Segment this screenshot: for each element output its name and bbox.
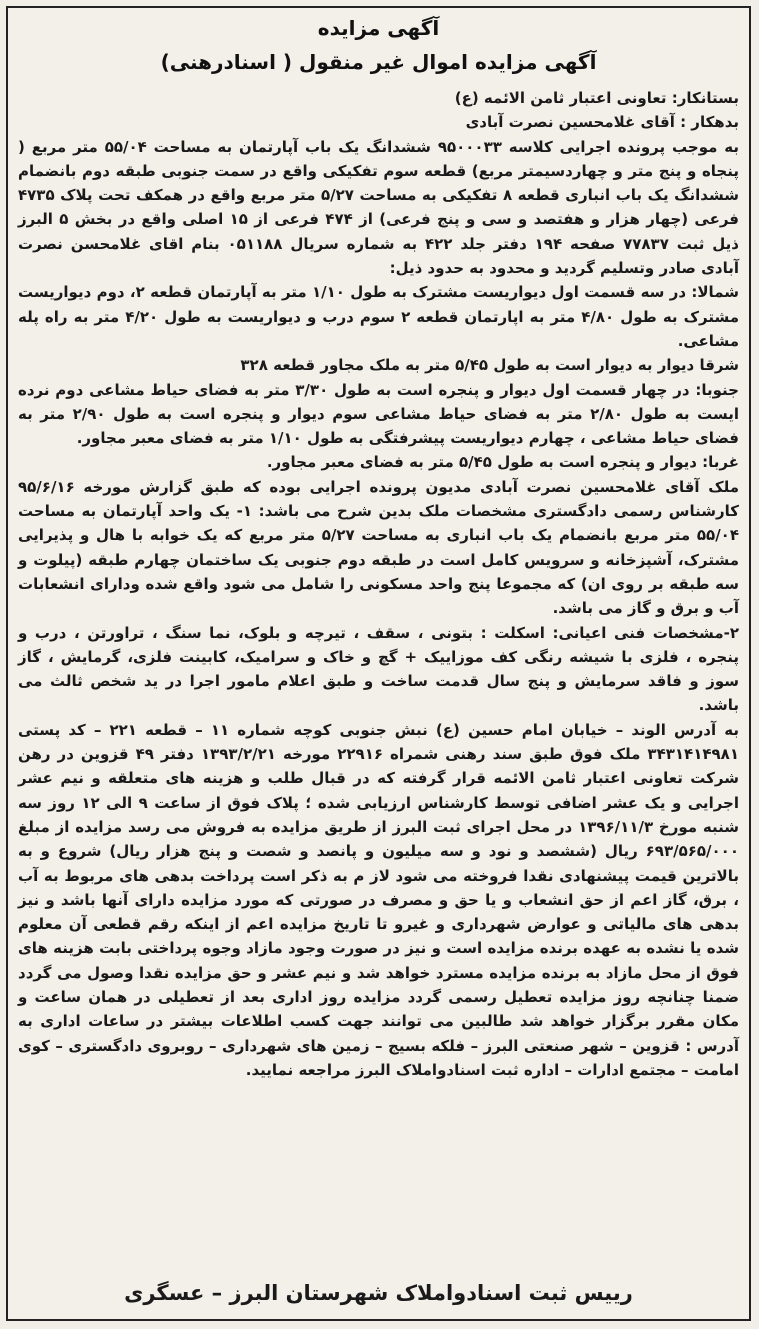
technical-specs: ۲-مشخصات فنی اعیانی: اسکلت : بتونی ، سقف ، تیرچه و بلوک، نما سنگ ، تراورتن ، درب و پنجره ، فلزی با شیشه رنگی کف موزاییک + گچ و خاک و سرامیک، کابینت فلزی، گرمایش ، گاز سوز و فاقد سرمایش و پنج سال قدمت ساخت و طبق اعلام مامور اجرا در ید شخص ثالث می باشد. <box>18 623 739 715</box>
boundary-west: غربا: دیوار و پنجره است به طول ۵/۴۵ متر به فضای معبر مجاور. <box>266 453 739 472</box>
creditor-line: بستانکار: تعاونی اعتبار ثامن الائمه (ع) <box>454 89 739 107</box>
boundary-south: جنوبا: در چهار قسمت اول دیوار و پنجره است به طول ۳/۳۰ متر به فضای حیاط مشاعی دوم نرده ایست به طول ۲/۸۰ متر به فضای حیاط مشاعی سوم دیوار و پنجره است به طول ۲/۹۰ متر به فضای حیاط مشاعی ، چهارم دیواریست پیشرفتگی به طول ۱/۱۰ متر به فضای معبر مجاور. <box>18 380 739 448</box>
notice-title: آگهی مزایده <box>317 16 440 40</box>
expert-report: ملک آقای غلامحسین نصرت آبادی مدیون پرونده اجرایی بوده که طبق گزارش مورخه ۹۵/۶/۱۶ کارشناس رسمی دادگستری مشخصات ملک بدین شرح می باشد: ۱- یک واحد آپارتمان به مساحت ۵۵/۰۴ متر مربع بانضمام یک باب انباری به مساحت ۵/۲۷ متر مربع که یک خوابه با هال و پذیرایی مشترک، آشپزخانه و سرویس کامل است در طبقه دوم جنوبی یک ساختمان چهارم طبقه (پیلوت و سه طبقه بر روی ان) که مجموعا پنج واحد مسکونی را شامل می شود واقع شده ودارای انشعابات آب و برق و گاز می باشد. <box>18 477 739 618</box>
boundary-north: شمالا: در سه قسمت اول دیواریست مشترک به طول ۱/۱۰ متر به آپارتمان قطعه ۲، دوم دیواریست مشترک به طول ۴/۸۰ متر به اپارتمان قطعه ۲ سوم درب و دیواریست به طول ۴/۲۰ متر به راه پله مشاعی. <box>18 283 739 350</box>
property-description: به موجب پرونده اجرایی کلاسه ۹۵۰۰۰۳۳ ششدانگ یک باب آپارتمان به مساحت ۵۵/۰۴ متر مربع ( پنجاه و پنج متر و چهاردسیمتر مربع) قطعه سوم تفکیکی واقع در سمت جنوبی طبقه دوم بانضمام ششدانگ یک باب انباری قطعه ۸ تفکیکی به مساحت ۵/۲۷ متر مربع واقع در همکف تحت پلاک ۴۷۳۵ فرعی (چهار هزار و هفتصد و سی و پنج فرعی) از ۴۷۴ فرعی از ۱۵ اصلی واقع در بخش ۵ البرز ذیل ثبت ۷۷۸۳۷ صفحه ۱۹۴ دفتر جلد ۴۲۲ به شماره سریال ۰۵۱۱۸۸ بنام اقای غلامحسن نصرت آبادی صادر وتسلیم گردید و محدود به حدود ذیل: <box>18 137 739 278</box>
debtor-line: بدهکار : آقای غلامحسین نصرت آبادی <box>465 113 739 132</box>
signature: رییس ثبت اسنادواملاک شهرستان البرز – عسگری <box>124 1281 633 1305</box>
notice-frame <box>6 6 751 1321</box>
notice-subtitle: آگهی مزایده اموال غیر منقول ( اسنادرهنی) <box>160 50 597 74</box>
auction-terms: به آدرس الوند – خیابان امام حسین (ع) نبش جنوبی کوچه شماره ۱۱ – قطعه ۲۲۱ – کد پستی ۳۴۳۱۴۱۴۹۸۱ ملک فوق طبق سند رهنی شمراه ۲۲۹۱۶ مورخه ۱۳۹۳/۲/۲۱ دفتر ۴۹ قزوین در رهن شرکت تعاونی اعتبار ثامن الائمه قرار گرفته که در قبال طلب و هزینه های متعلقه و نیم عشر اجرایی و یک عشر اضافی توسط کارشناس ارزیابی شده ؛ پلاک فوق از ساعت ۹ الی ۱۲ روز سه شنبه مورخ ۱۳۹۶/۱۱/۳ در محل اجرای ثبت البرز از طریق مزایده به فروش می رسد مزایده از مبلغ ۶۹۳/۵۶۵/۰۰۰ ریال (ششصد و نود و سه میلیون و پانصد و شصت و پنج هزار ریال) شروع و به بالاترین قیمت پیشنهادی نقدا فروخته می شود لاز م به ذکر است پرداخت بدهی های مربوط به آب ، برق، گاز اعم از حق انشعاب و یا حق و مصرف در صورتی که مورد مزایده دارای آنها باشد و نیز بدهی های مالیاتی و عوارض شهرداری و غیرو تا تاریخ مزایده اعم از اینکه رقم قطعی آن معلوم شده یا نشده به عهده برنده مزایده است و نیز در صورت وجود مازاد وجوه پرداختی بابت هزینه های فوق از محل مازاد به برنده مزایده مسترد خواهد شد و نیم عشر و حق مزایده نقدا وصول می گردد ضمنا چنانچه روز مزایده تعطیل رسمی گردد مزایده روز اداری بعد از تعطیلی در همان ساعت و مکان مقرر برگزار خواهد شد طالبین می توانند جهت کسب اطلاعات بیشتر در ساعات اداری به آدرس : قزوین – شهر صنعتی البرز – فلکه بسیج – زمین های شهرداری – روبروی دادگستری – کوی امامت – مجتمع ادارات – اداره ثبت اسنادواملاک البرز مراجعه نمایید. <box>18 720 739 1079</box>
notice-body <box>18 86 739 1082</box>
boundary-east: شرقا دیوار به دیوار است به طول ۵/۴۵ متر به ملک مجاور قطعه ۳۲۸ <box>240 356 739 375</box>
